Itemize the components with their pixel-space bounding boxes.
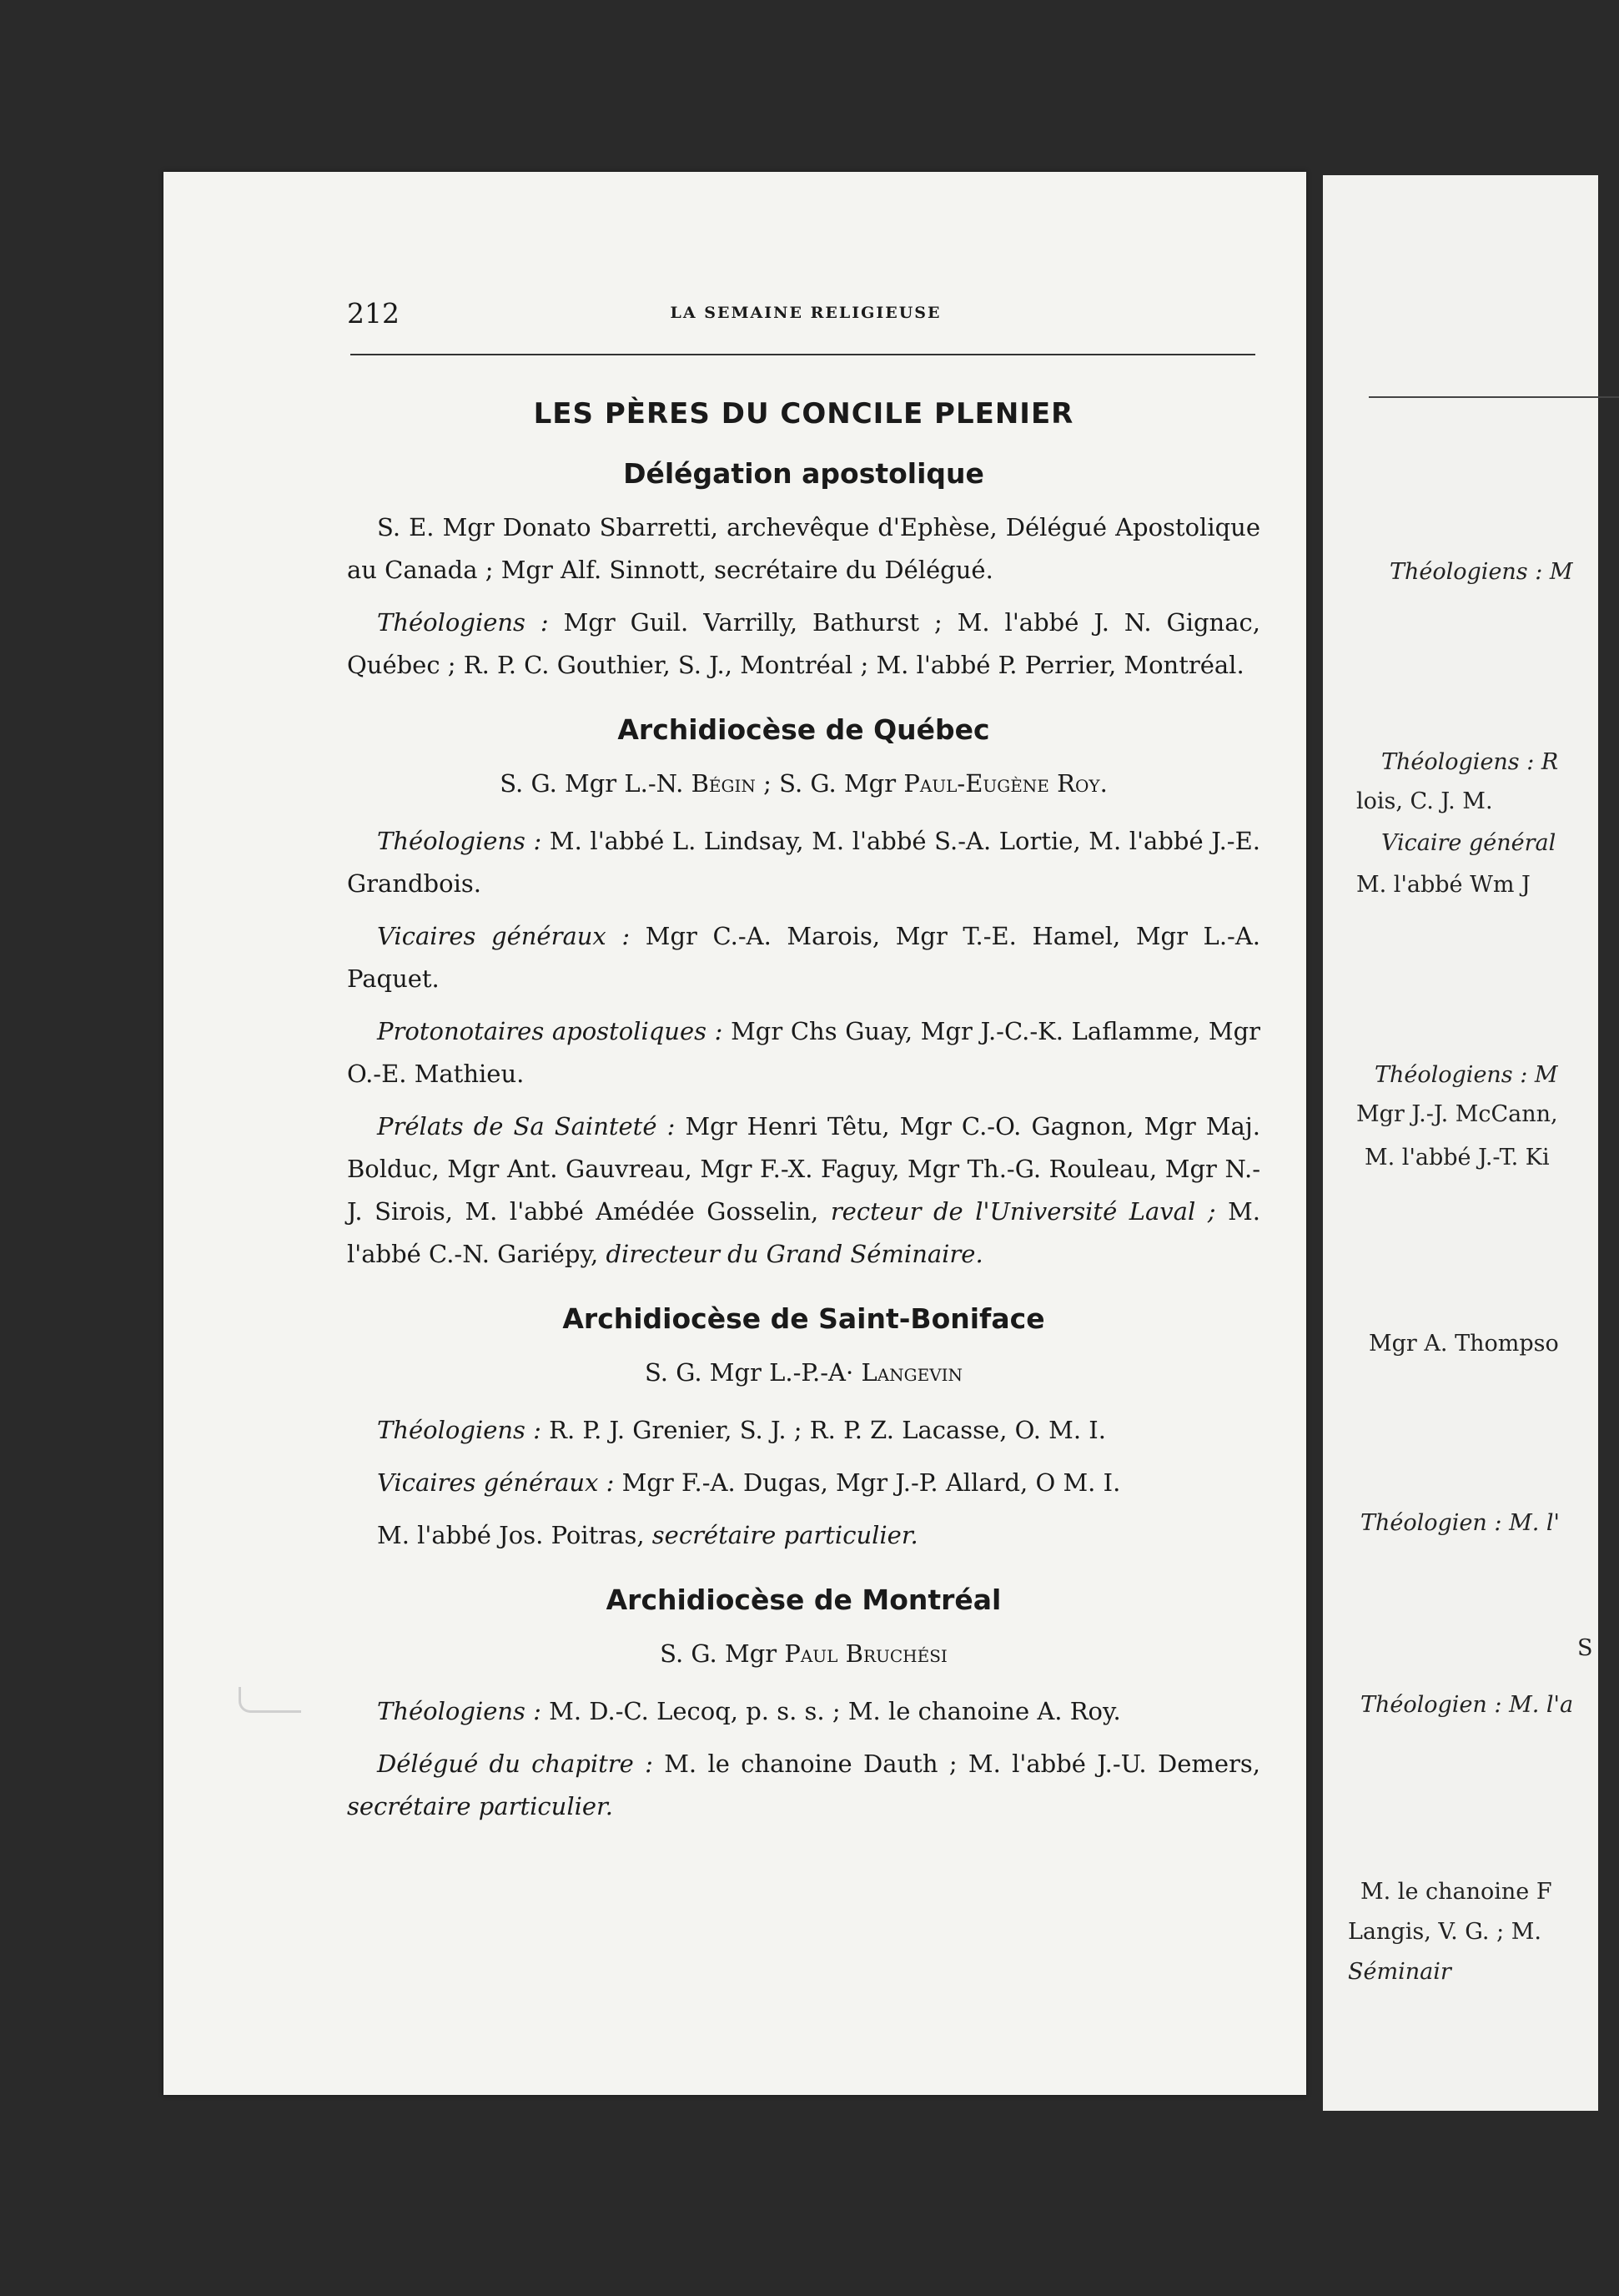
- section-heading-delegation: Délégation apostolique: [623, 457, 984, 490]
- section-heading-quebec: Archidiocèse de Québec: [617, 713, 990, 746]
- delegation-paragraph-1: S. E. Mgr Donato Sbarretti, archevêque d'Ephèse, Délégué Apostolique au Canada ; Mgr Alf. Sinnott, secrétaire du Délégué.: [347, 513, 1260, 584]
- pencil-mark: [239, 1687, 301, 1713]
- facing-line: Théologien : M. l': [1360, 1510, 1560, 1536]
- facing-header-rule: [1369, 396, 1619, 398]
- facing-line: S: [1577, 1635, 1593, 1661]
- quebec-theologians: Théologiens : M. l'abbé L. Lindsay, M. l'abbé S.-A. Lortie, M. l'abbé J.-E. Grandbois.: [347, 827, 1260, 898]
- facing-line: Théologiens : R: [1381, 749, 1559, 775]
- delegation-paragraph-2: Théologiens : Mgr Guil. Varrilly, Bathurst ; M. l'abbé J. N. Gignac, Québec ; R. P. C. Gouthier, S. J., Montréal ; M. l'abbé P. Perrier, Montréal.: [347, 608, 1260, 679]
- montreal-bishop: S. G. Mgr Paul Bruchési: [660, 1639, 948, 1668]
- montreal-chapter-delegate: Délégué du chapitre : M. le chanoine Dauth ; M. l'abbé J.-U. Demers, secrétaire particulier.: [347, 1750, 1260, 1820]
- facing-line: Séminair: [1348, 1959, 1451, 1985]
- quebec-prelates: Prélats de Sa Sainteté : Mgr Henri Têtu, Mgr C.-O. Gagnon, Mgr Maj. Bolduc, Mgr Ant. Gauvreau, Mgr F.-X. Faguy, Mgr Th.-G. Rouleau, Mgr N.-J. Sirois, M. l'abbé Amédée Gosselin, recteur de l'Université Laval ; M. l'abbé C.-N. Gariépy, directeur du Grand Séminaire.: [347, 1112, 1260, 1268]
- montreal-theologians: Théologiens : M. D.-C. Lecoq, p. s. s. ; M. le chanoine A. Roy.: [377, 1697, 1121, 1725]
- header-rule: [350, 354, 1255, 355]
- quebec-vicars-general: Vicaires généraux : Mgr C.-A. Marois, Mgr T.-E. Hamel, Mgr L.-A. Paquet.: [347, 922, 1260, 993]
- facing-line: Vicaire général: [1381, 830, 1556, 856]
- facing-line: Langis, V. G. ; M.: [1348, 1919, 1541, 1945]
- journal-title: LA SEMAINE RELIGIEUSE: [670, 304, 942, 322]
- facing-line: Mgr A. Thompso: [1369, 1331, 1559, 1357]
- boniface-bishop: S. G. Mgr L.-P.-A· Langevin: [644, 1358, 963, 1387]
- left-page: [163, 172, 1306, 2095]
- boniface-secretary: M. l'abbé Jos. Poitras, secrétaire particulier.: [377, 1521, 918, 1549]
- boniface-theologians: Théologiens : R. P. J. Grenier, S. J. ; R. P. Z. Lacasse, O. M. I.: [377, 1416, 1106, 1444]
- boniface-vicars-general: Vicaires généraux : Mgr F.-A. Dugas, Mgr J.-P. Allard, O M. I.: [377, 1468, 1121, 1497]
- facing-line: M. le chanoine F: [1360, 1879, 1552, 1905]
- section-heading-saint-boniface: Archidiocèse de Saint-Boniface: [562, 1302, 1045, 1335]
- facing-line: lois, C. J. M.: [1356, 788, 1493, 814]
- article-body: [347, 393, 1260, 1838]
- quebec-bishops: S. G. Mgr L.-N. Bégin ; S. G. Mgr Paul-Eugène Roy.: [500, 769, 1108, 798]
- facing-line: M. l'abbé Wm J: [1356, 872, 1531, 898]
- facing-line: M. l'abbé J.-T. Ki: [1365, 1145, 1550, 1171]
- facing-line: Théologiens : M: [1375, 1062, 1558, 1088]
- article-title: LES PÈRES DU CONCILE PLENIER: [533, 397, 1074, 430]
- running-head: [347, 297, 1265, 347]
- facing-line: Théologiens : M: [1390, 559, 1573, 585]
- section-heading-montreal: Archidiocèse de Montréal: [606, 1584, 1002, 1616]
- facing-page: [1323, 175, 1598, 2111]
- page-number: 212: [347, 297, 400, 330]
- facing-line: Théologien : M. l'a: [1360, 1692, 1574, 1718]
- facing-line: Mgr J.-J. McCann,: [1356, 1101, 1558, 1127]
- quebec-protonotaries: Protonotaires apostoliques : Mgr Chs Guay, Mgr J.-C.-K. Laflamme, Mgr O.-E. Mathieu.: [347, 1017, 1261, 1088]
